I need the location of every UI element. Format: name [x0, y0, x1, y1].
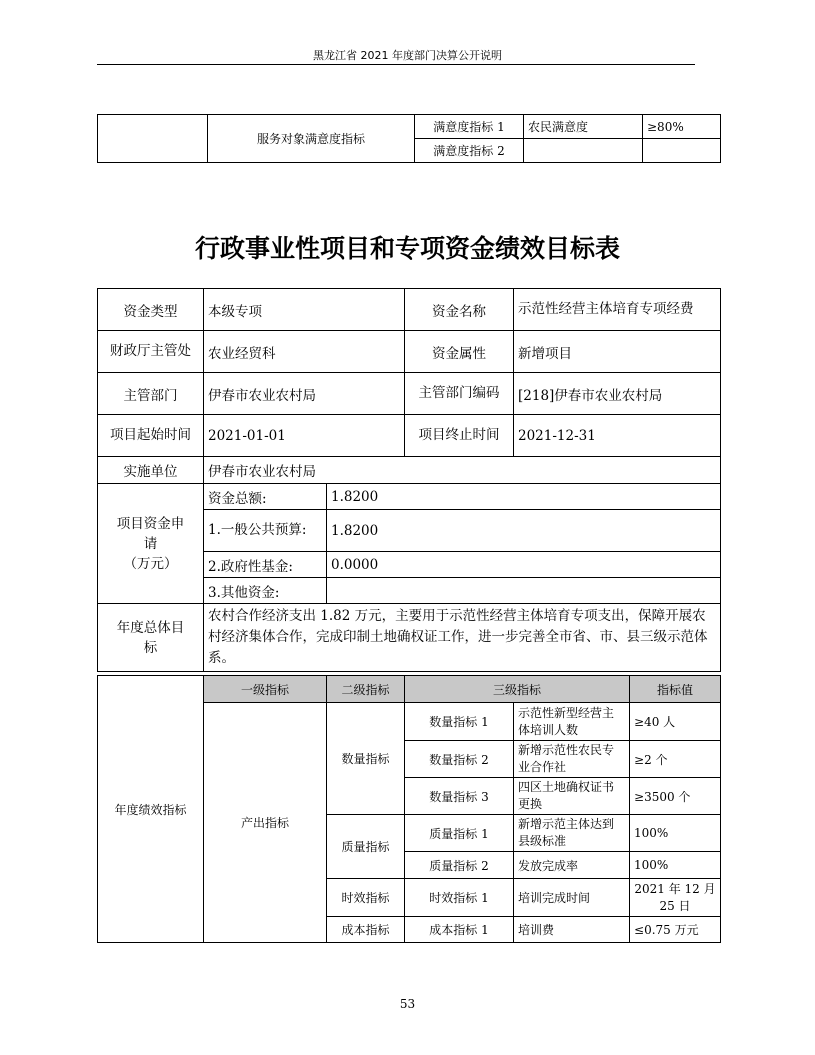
satisfaction-indicator-1: 满意度指标 1 — [415, 115, 524, 139]
funding-name-2: 2.政府性基金: — [204, 552, 327, 578]
performance-indicator-table — [97, 675, 721, 943]
indicator-row-ind: 成本指标 1 — [405, 917, 514, 943]
funding-label-line1: 项目资金申 — [116, 515, 185, 532]
indicator-row-name: 培训完成时间 — [514, 879, 630, 917]
satisfaction-indicator-2: 满意度指标 2 — [415, 139, 524, 163]
fund-name-value: 示范性经营主体培育专项经费 — [514, 289, 721, 331]
annual-indicator-label: 年度绩效指标 — [98, 676, 204, 943]
indicator-row-value: ≥2 个 — [630, 741, 721, 778]
funding-value-3 — [327, 578, 721, 604]
end-date-label: 项目终止时间 — [405, 415, 514, 457]
satisfaction-value-2 — [643, 139, 721, 163]
level1-output: 产出指标 — [204, 703, 327, 943]
start-date-label: 项目起始时间 — [98, 415, 204, 457]
unit-value: 伊春市农业农村局 — [204, 457, 721, 484]
indicator-row-ind: 质量指标 2 — [405, 852, 514, 879]
annual-goal-label-line2: 标 — [143, 639, 158, 656]
indicator-row-name: 培训费 — [514, 917, 630, 943]
funding-name-3: 3.其他资金: — [204, 578, 327, 604]
group-cost: 成本指标 — [327, 917, 405, 943]
indicator-row-ind: 时效指标 1 — [405, 879, 514, 917]
satisfaction-category: 服务对象满意度指标 — [208, 115, 415, 163]
satisfaction-value-1: ≥80% — [643, 115, 721, 139]
funding-value-1: 1.8200 — [327, 510, 721, 552]
fund-attr-value: 新增项目 — [514, 331, 721, 373]
annual-goal-text: 农村合作经济支出 1.82 万元，主要用于示范性经营主体培育专项支出，保障开展农村经济集体合作，完成印制土地确权证工作，进一步完善全市省、市、县三级示范体系。 — [204, 604, 721, 672]
fund-type-value: 本级专项 — [204, 289, 405, 331]
indicator-row-value: 100% — [630, 815, 721, 852]
header-level1: 一级指标 — [204, 676, 327, 703]
dept-code-value: [218]伊春市农业农村局 — [514, 373, 721, 415]
indicator-row-name: 发放完成率 — [514, 852, 630, 879]
indicator-row-name: 新增示范性农民专业合作社 — [514, 741, 630, 778]
dept-label: 主管部门 — [98, 373, 204, 415]
annual-goal-label — [98, 604, 204, 672]
indicator-row-value: ≤0.75 万元 — [630, 917, 721, 943]
fund-name-label: 资金名称 — [405, 289, 514, 331]
end-date-value: 2021-12-31 — [514, 415, 721, 457]
indicator-row-ind: 数量指标 3 — [405, 778, 514, 815]
indicator-row-name: 新增示范主体达到县级标准 — [514, 815, 630, 852]
fund-attr-label: 资金属性 — [405, 331, 514, 373]
indicator-row-ind: 数量指标 1 — [405, 703, 514, 741]
indicator-row-name: 四区土地确权证书更换 — [514, 778, 630, 815]
header-level3: 三级指标 — [405, 676, 630, 703]
funding-label-line2: 请 — [143, 535, 158, 552]
funding-label-line3: （万元） — [123, 555, 178, 572]
group-quantity: 数量指标 — [327, 703, 405, 815]
satisfaction-name-2 — [524, 139, 643, 163]
group-quality: 质量指标 — [327, 815, 405, 879]
indicator-row-ind: 数量指标 2 — [405, 741, 514, 778]
annual-goal-label-line1: 年度总体目 — [116, 619, 185, 636]
funding-name-0: 资金总额: — [204, 484, 327, 510]
satisfaction-table — [97, 114, 721, 163]
funding-name-1: 1.一般公共预算: — [204, 510, 327, 552]
indicator-row-value: 100% — [630, 852, 721, 879]
dept-value: 伊春市农业农村局 — [204, 373, 405, 415]
indicator-row-value: 2021 年 12 月 25 日 — [630, 879, 721, 917]
page-title: 行政事业性项目和专项资金绩效目标表 — [194, 234, 620, 263]
unit-label: 实施单位 — [98, 457, 204, 484]
page-header: 黑龙江省 2021 年度部门决算公开说明 — [313, 49, 502, 62]
performance-target-table — [97, 288, 721, 672]
dept-office-label: 财政厅主管处 — [98, 331, 204, 373]
satisfaction-name-1: 农民满意度 — [524, 115, 643, 139]
header-level2: 二级指标 — [327, 676, 405, 703]
group-time: 时效指标 — [327, 879, 405, 917]
funding-value-2: 0.0000 — [327, 552, 721, 578]
funding-value-0: 1.8200 — [327, 484, 721, 510]
indicator-row-value: ≥40 人 — [630, 703, 721, 741]
funding-label — [98, 484, 204, 604]
page-number: 53 — [399, 997, 416, 1011]
indicator-row-value: ≥3500 个 — [630, 778, 721, 815]
start-date-value: 2021-01-01 — [204, 415, 405, 457]
indicator-row-ind: 质量指标 1 — [405, 815, 514, 852]
fund-type-label: 资金类型 — [98, 289, 204, 331]
dept-code-label: 主管部门编码 — [405, 373, 514, 415]
indicator-row-name: 示范性新型经营主体培训人数 — [514, 703, 630, 741]
header-rule — [97, 64, 695, 65]
header-value: 指标值 — [630, 676, 721, 703]
dept-office-value: 农业经贸科 — [204, 331, 405, 373]
empty-cell — [98, 115, 208, 163]
